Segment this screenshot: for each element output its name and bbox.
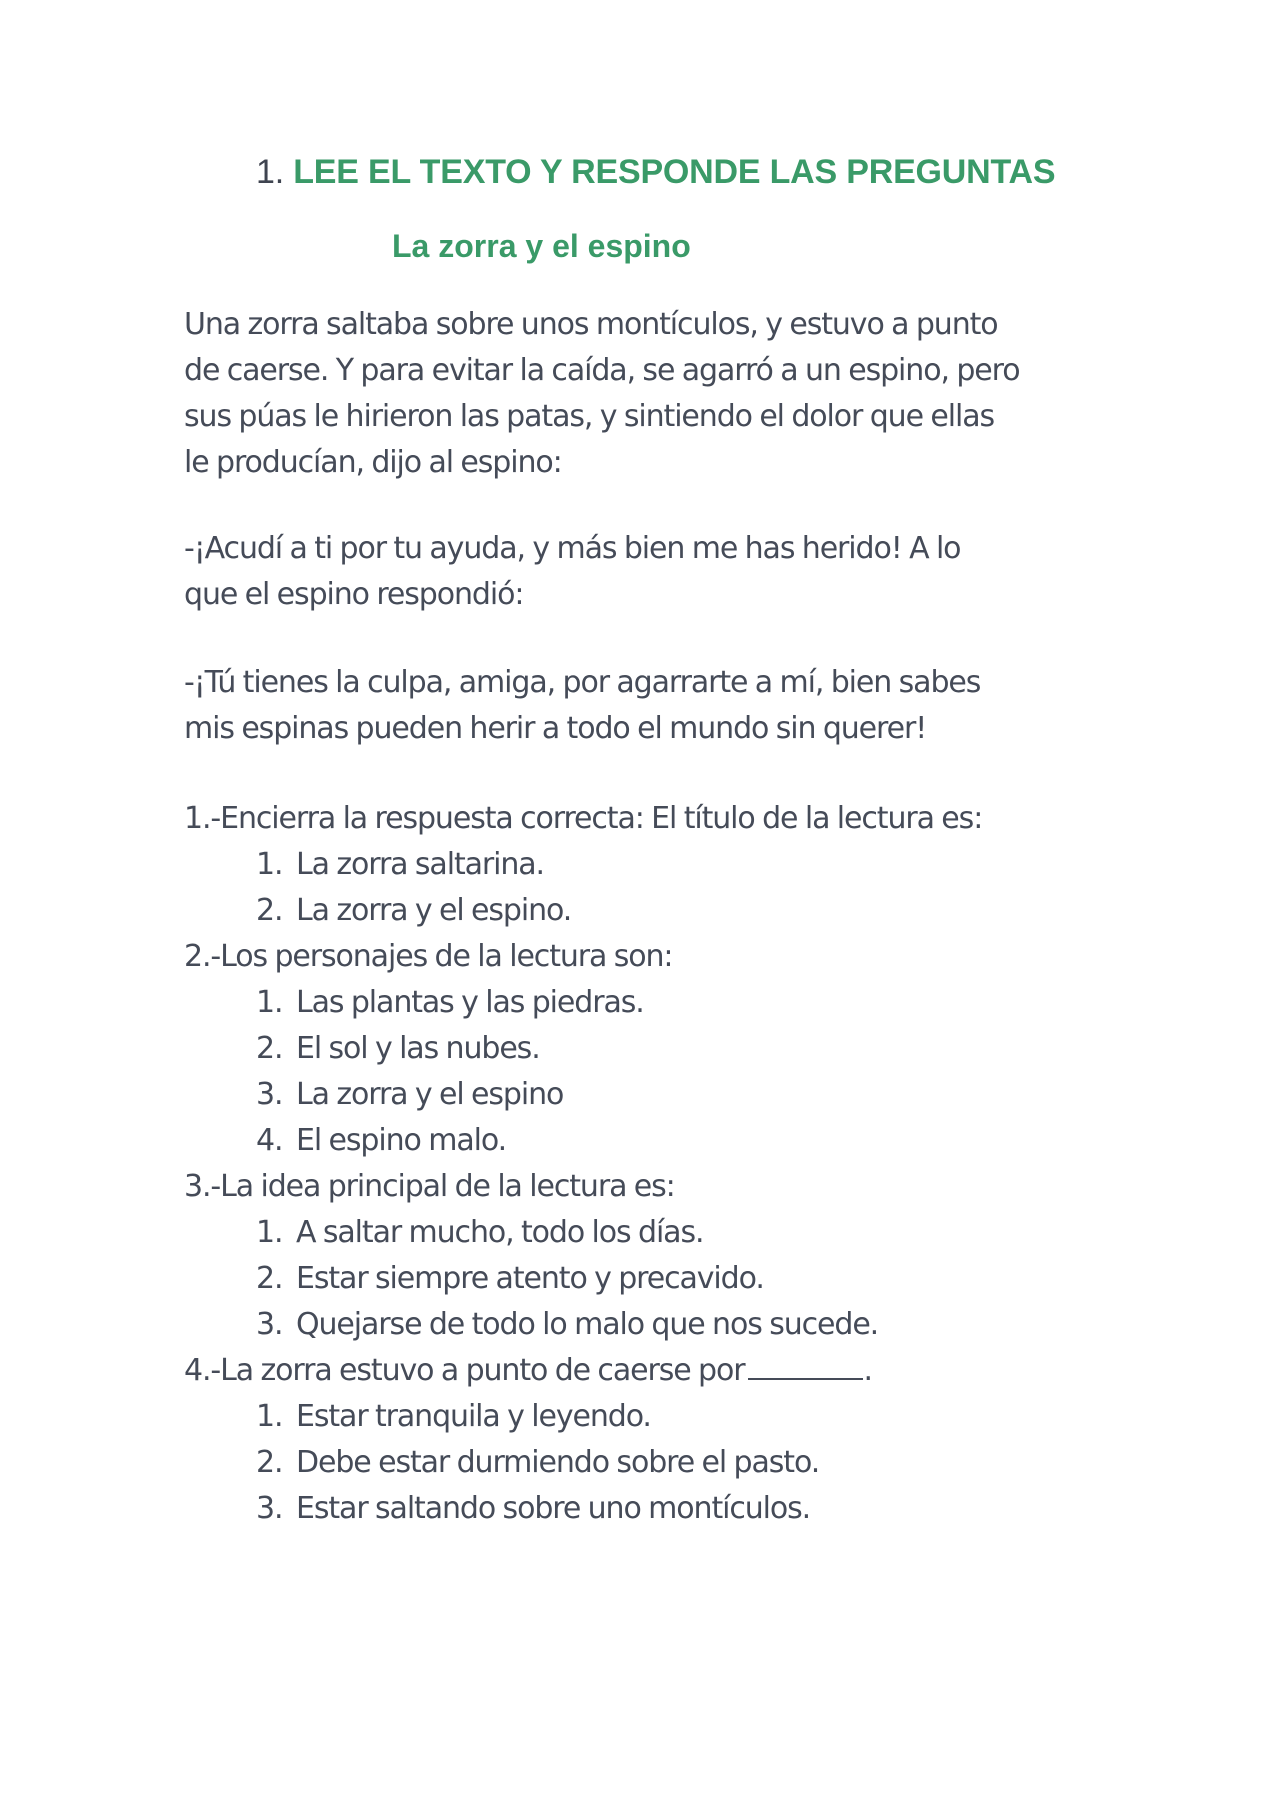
option-text: La zorra y el espino. (296, 893, 572, 928)
text-line: -¡Acudí a ti por tu ayuda, y más bien me has herido! A lo (184, 531, 961, 566)
question-2-option-1[interactable] (184, 980, 982, 1026)
option-number: 1. (256, 1215, 283, 1250)
option-number: 4. (256, 1123, 283, 1158)
question-3-option-2[interactable] (184, 1256, 982, 1302)
option-number: 2. (256, 1445, 283, 1480)
option-number: 3. (256, 1077, 283, 1112)
text-line: de caerse. Y para evitar la caída, se agarró a un espino, pero (184, 353, 1020, 388)
question-2-option-3[interactable] (184, 1072, 982, 1118)
question-2-option-4[interactable] (184, 1118, 982, 1164)
blank-suffix: . (863, 1353, 872, 1388)
question-3-option-3[interactable] (184, 1302, 982, 1348)
option-text: El espino malo. (296, 1123, 507, 1158)
question-1-option-1[interactable] (184, 842, 982, 888)
option-text: Las plantas y las piedras. (296, 985, 644, 1020)
option-text: A saltar mucho, todo los días. (296, 1215, 704, 1250)
text-line: -¡Tú tienes la culpa, amiga, por agarrarte a mí, bien sabes (184, 665, 981, 700)
option-number: 3. (256, 1491, 283, 1526)
story-paragraph-3 (184, 660, 980, 752)
story-paragraph-2 (184, 526, 960, 618)
option-number: 3. (256, 1307, 283, 1342)
question-4-text: 4.-La zorra estuvo a punto de caerse por (184, 1353, 745, 1388)
option-text: Quejarse de todo lo malo que nos sucede. (296, 1307, 879, 1342)
section-number: 1. (256, 153, 284, 191)
option-number: 2. (256, 1261, 283, 1296)
option-text: Estar tranquila y leyendo. (296, 1399, 651, 1434)
question-4 (184, 1348, 982, 1394)
question-4-option-2[interactable] (184, 1440, 982, 1486)
option-text: La zorra saltarina. (296, 847, 544, 882)
option-text: El sol y las nubes. (296, 1031, 540, 1066)
option-number: 1. (256, 847, 283, 882)
option-number: 2. (256, 893, 283, 928)
section-title: LEE EL TEXTO Y RESPONDE LAS PREGUNTAS (293, 153, 1056, 191)
option-text: La zorra y el espino (296, 1077, 564, 1112)
questions-section (184, 796, 982, 1532)
text-line: mis espinas pueden herir a todo el mundo sin querer! (184, 711, 927, 746)
text-line: Una zorra saltaba sobre unos montículos, y estuvo a punto (184, 307, 998, 342)
option-number: 2. (256, 1031, 283, 1066)
question-4-option-1[interactable] (184, 1394, 982, 1440)
option-number: 1. (256, 1399, 283, 1434)
option-text: Debe estar durmiendo sobre el pasto. (296, 1445, 820, 1480)
question-3: 3.-La idea principal de la lectura es: (184, 1169, 675, 1204)
question-2-option-2[interactable] (184, 1026, 982, 1072)
question-2: 2.-Los personajes de la lectura son: (184, 939, 673, 974)
text-line: que el espino respondió: (184, 577, 524, 612)
option-number: 1. (256, 985, 283, 1020)
question-3-option-1[interactable] (184, 1210, 982, 1256)
text-line: le producían, dijo al espino: (184, 445, 562, 480)
section-heading (256, 152, 1055, 192)
text-line: sus púas le hirieron las patas, y sintiendo el dolor que ellas (184, 399, 995, 434)
question-4-option-3[interactable] (184, 1486, 982, 1532)
question-1-option-2[interactable] (184, 888, 982, 934)
question-1: 1.-Encierra la respuesta correcta: El título de la lectura es: (184, 801, 983, 836)
answer-blank[interactable] (748, 1348, 863, 1380)
story-paragraph-1 (184, 302, 1019, 486)
option-text: Estar saltando sobre uno montículos. (296, 1491, 811, 1526)
story-title: La zorra y el espino (392, 228, 691, 264)
option-text: Estar siempre atento y precavido. (296, 1261, 764, 1296)
